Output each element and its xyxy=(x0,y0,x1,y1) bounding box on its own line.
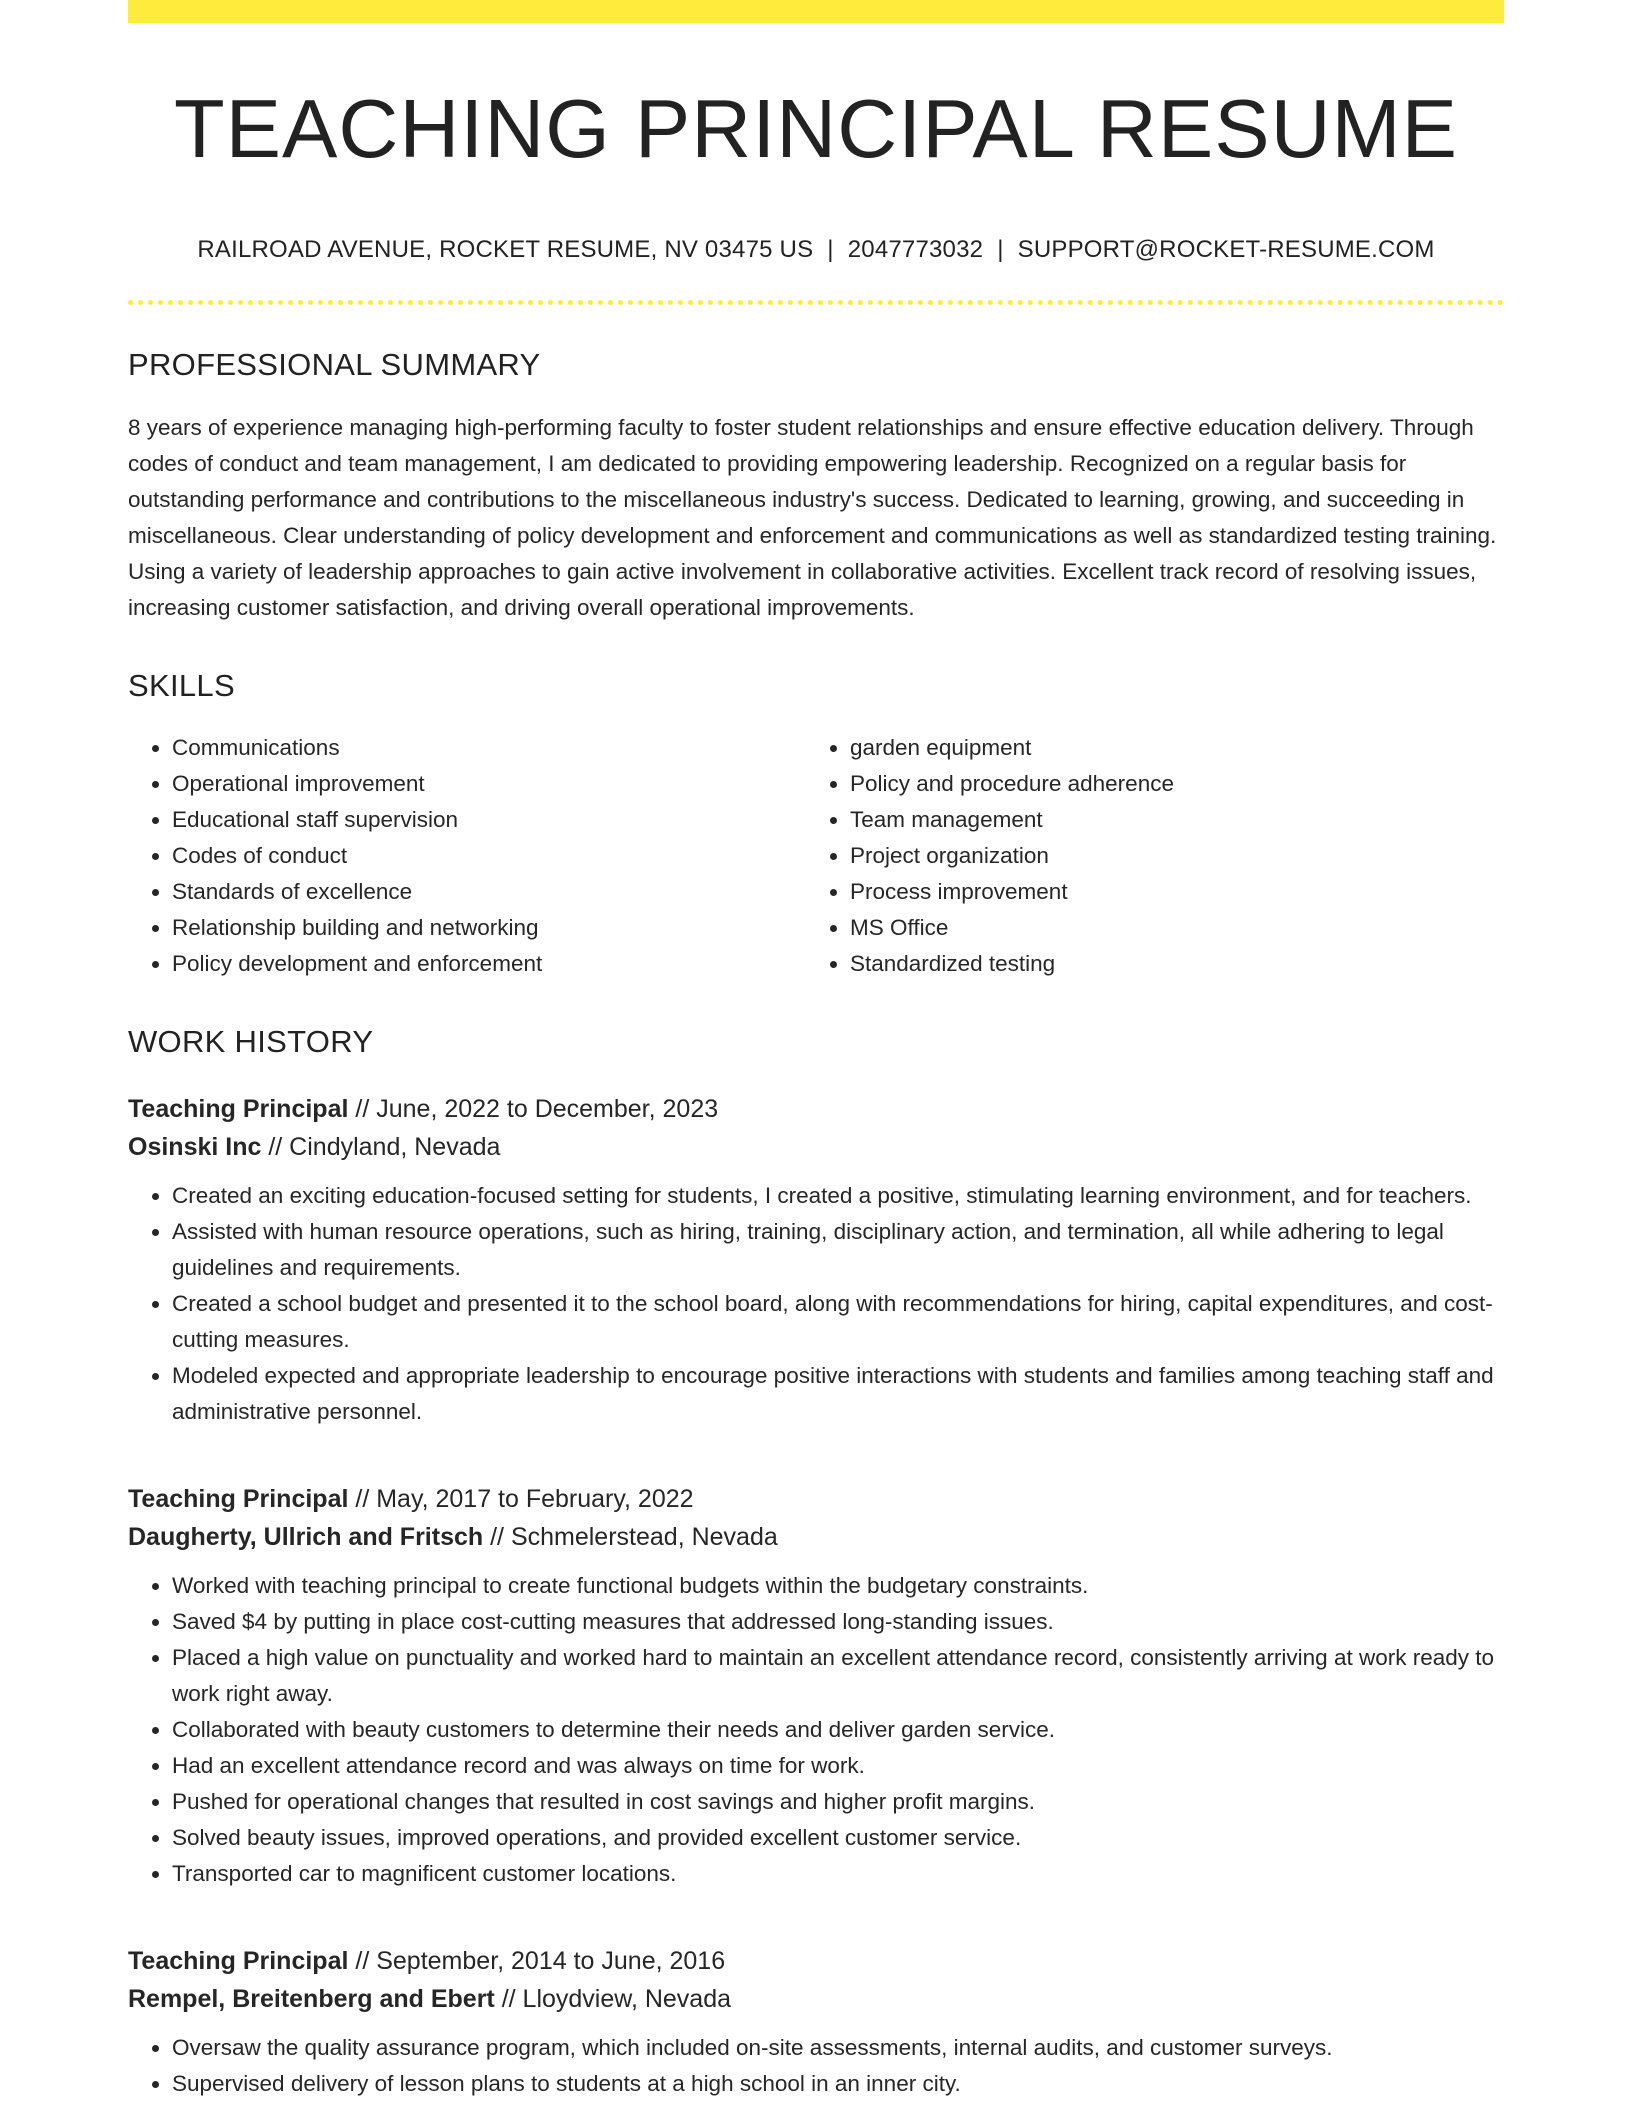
contact-email: SUPPORT@ROCKET-RESUME.COM xyxy=(1017,236,1435,264)
work-history-heading: WORK HISTORY xyxy=(128,1024,374,1060)
skills-heading: SKILLS xyxy=(128,668,235,704)
job-entry xyxy=(128,1942,1504,2102)
job-company: Osinski Inc xyxy=(128,1133,262,1162)
job-company: Rempel, Breitenberg and Ebert xyxy=(128,1985,495,2014)
job-title-line xyxy=(128,1942,1504,1980)
job-company-line xyxy=(128,1128,1504,1166)
job-title: Teaching Principal xyxy=(128,1095,349,1124)
job-company: Daugherty, Ullrich and Fritsch xyxy=(128,1523,484,1552)
job-bullet: • Collaborated with beauty customers to determine their needs and deliver garden service. xyxy=(172,1712,1504,1748)
skills-list-right xyxy=(806,730,1504,982)
skill-item: • Process improvement xyxy=(850,874,1504,910)
skill-item: • Communications xyxy=(172,730,806,766)
skill-item: • MS Office xyxy=(850,910,1504,946)
contact-address: RAILROAD AVENUE, ROCKET RESUME, NV 03475 US xyxy=(197,236,814,264)
job-dates: // June, 2022 to December, 2023 xyxy=(355,1095,719,1124)
skill-item: • Educational staff supervision xyxy=(172,802,806,838)
resume-page xyxy=(128,0,1504,2102)
skill-item: • Team management xyxy=(850,802,1504,838)
job-bullet: • Modeled expected and appropriate leadership to encourage positive interactions with students and families among teaching staff and administrative personnel. xyxy=(172,1358,1504,1430)
contact-separator: | xyxy=(997,236,1004,264)
job-bullet: • Saved $4 by putting in place cost-cutting measures that addressed long-standing issues. xyxy=(172,1604,1504,1640)
job-company-line xyxy=(128,1518,1504,1556)
dotted-divider xyxy=(128,300,1504,305)
job-bullet: • Created an exciting education-focused setting for students, I created a positive, stimulating learning environment, and for teachers. xyxy=(172,1178,1504,1214)
skill-item: • Operational improvement xyxy=(172,766,806,802)
skill-item: • Standardized testing xyxy=(850,946,1504,982)
job-bullets xyxy=(128,2030,1504,2102)
skills-section xyxy=(128,668,1504,982)
skills-list-left xyxy=(128,730,806,982)
job-bullet: • Placed a high value on punctuality and worked hard to maintain an excellent attendance record, consistently arriving at work ready to work right away. xyxy=(172,1640,1504,1712)
job-bullets xyxy=(128,1178,1504,1430)
job-location: // Cindyland, Nevada xyxy=(268,1133,501,1162)
summary-text: 8 years of experience managing high-performing faculty to foster student relationships and ensure effective education delivery. Through codes of conduct and team management, I am dedicated to providing empowering leadership. Recognized on a regular basis for outstanding performance and contributions to the miscellaneous industry's success. Dedicated to learning, growing, and succeeding in miscellaneous. Clear understanding of policy development and enforcement and communications as well as standardized testing training. Using a variety of leadership approaches to gain active involvement in collaborative activities. Excellent track record of resolving issues, increasing customer satisfaction, and driving overall operational improvements. xyxy=(128,415,1497,621)
skill-item: • Policy development and enforcement xyxy=(172,946,806,982)
skill-item: • Relationship building and networking xyxy=(172,910,806,946)
work-history-section xyxy=(128,1024,1504,2102)
accent-top-bar xyxy=(128,0,1504,23)
contact-line xyxy=(128,236,1504,264)
summary-section xyxy=(128,347,1504,626)
job-bullet: • Assisted with human resource operations, such as hiring, training, disciplinary action, and termination, all while adhering to legal guidelines and requirements. xyxy=(172,1214,1504,1286)
skill-item: • Policy and procedure adherence xyxy=(850,766,1504,802)
job-bullet: • Had an excellent attendance record and was always on time for work. xyxy=(172,1748,1504,1784)
job-bullets xyxy=(128,1568,1504,1892)
job-entry xyxy=(128,1090,1504,1430)
job-company-line xyxy=(128,1980,1504,2018)
job-title-line xyxy=(128,1090,1504,1128)
skill-item: • garden equipment xyxy=(850,730,1504,766)
job-bullet: • Created a school budget and presented it to the school board, along with recommendations for hiring, capital expenditures, and cost-cutting measures. xyxy=(172,1286,1504,1358)
job-title-line xyxy=(128,1480,1504,1518)
contact-phone: 2047773032 xyxy=(847,236,984,264)
skill-item: • Standards of excellence xyxy=(172,874,806,910)
job-bullet: • Oversaw the quality assurance program, which included on-site assessments, internal audits, and customer surveys. xyxy=(172,2030,1504,2066)
job-bullet: • Worked with teaching principal to create functional budgets within the budgetary constraints. xyxy=(172,1568,1504,1604)
job-bullet: • Pushed for operational changes that resulted in cost savings and higher profit margins. xyxy=(172,1784,1504,1820)
summary-heading: PROFESSIONAL SUMMARY xyxy=(128,347,541,383)
skills-grid xyxy=(128,730,1504,982)
job-bullet: • Solved beauty issues, improved operations, and provided excellent customer service. xyxy=(172,1820,1504,1856)
job-bullet: • Transported car to magnificent customer locations. xyxy=(172,1856,1504,1892)
skill-item: • Codes of conduct xyxy=(172,838,806,874)
job-bullet: • Supervised delivery of lesson plans to students at a high school in an inner city. xyxy=(172,2066,1504,2102)
job-title: Teaching Principal xyxy=(128,1485,349,1514)
skill-item: • Project organization xyxy=(850,838,1504,874)
job-title: Teaching Principal xyxy=(128,1947,349,1976)
job-dates: // September, 2014 to June, 2016 xyxy=(355,1947,726,1976)
job-location: // Schmelerstead, Nevada xyxy=(490,1523,778,1552)
contact-separator: | xyxy=(827,236,834,264)
job-entry xyxy=(128,1480,1504,1892)
job-location: // Lloydview, Nevada xyxy=(501,1985,731,2014)
resume-title: TEACHING PRINCIPAL RESUME xyxy=(173,82,1459,175)
job-dates: // May, 2017 to February, 2022 xyxy=(355,1485,694,1514)
